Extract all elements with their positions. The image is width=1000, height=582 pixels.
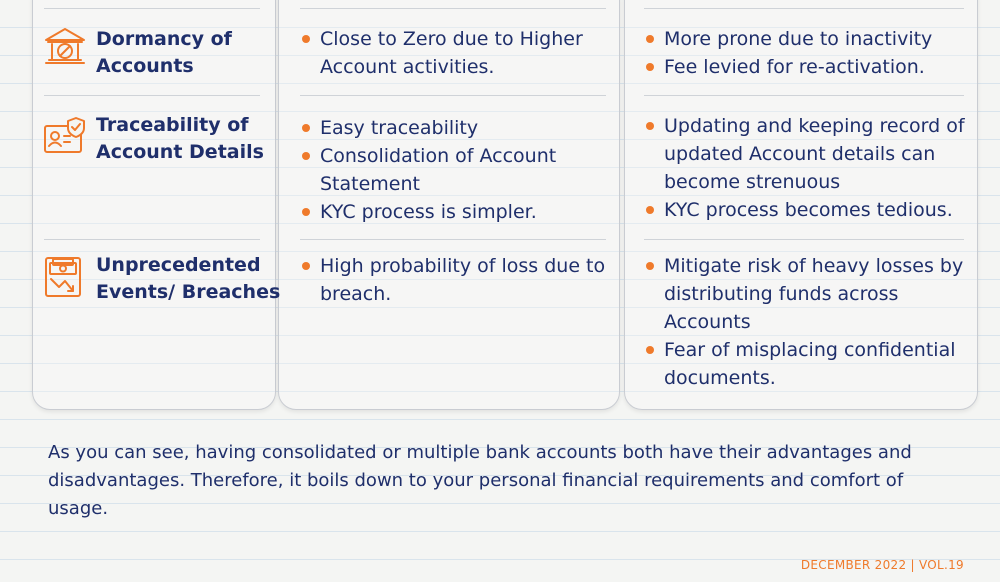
multiple-points	[644, 25, 932, 81]
row-divider	[300, 8, 606, 9]
row-divider	[300, 95, 606, 96]
bank-dormant-icon	[42, 24, 88, 70]
money-loss-icon	[42, 254, 88, 300]
summary-paragraph: As you can see, having consolidated or multiple bank accounts both have their advantages and disadvantages. Therefore, it boils down to your personal financial requirements and comfort of usage.	[48, 442, 912, 519]
list-item: Updating and keeping record of updated Account details can become strenuous	[644, 112, 965, 196]
row-divider	[644, 239, 964, 240]
list-item: Fee levied for re-activation.	[644, 53, 932, 81]
list-item: Close to Zero due to Higher Account activities.	[300, 25, 583, 81]
multiple-points	[644, 112, 965, 224]
list-item: Mitigate risk of heavy losses by distributing funds across Accounts	[644, 252, 963, 336]
list-item: KYC process is simpler.	[300, 198, 556, 226]
list-item: High probability of loss due to breach.	[300, 252, 605, 308]
consolidated-points	[300, 252, 605, 308]
list-item: Consolidation of Account Statement	[300, 142, 556, 198]
row-divider	[644, 8, 964, 9]
multiple-points	[644, 252, 963, 392]
consolidated-points	[300, 114, 556, 226]
list-item: More prone due to inactivity	[644, 25, 932, 53]
id-card-shield-icon	[42, 114, 88, 160]
row-divider	[44, 95, 260, 96]
row-label: Unprecedented Events/ Breaches	[96, 254, 281, 303]
list-item: Easy traceability	[300, 114, 556, 142]
row-divider	[300, 239, 606, 240]
row-label: Dormancy of Accounts	[96, 28, 232, 77]
row-divider	[44, 8, 260, 9]
issue-footer: DECEMBER 2022 | VOL.19	[800, 558, 964, 572]
list-item: Fear of misplacing confidential documents.	[644, 336, 963, 392]
row-label: Traceability of Account Details	[96, 114, 264, 163]
row-divider	[44, 239, 260, 240]
list-item: KYC process becomes tedious.	[644, 196, 965, 224]
consolidated-points	[300, 25, 583, 81]
row-divider	[644, 95, 964, 96]
